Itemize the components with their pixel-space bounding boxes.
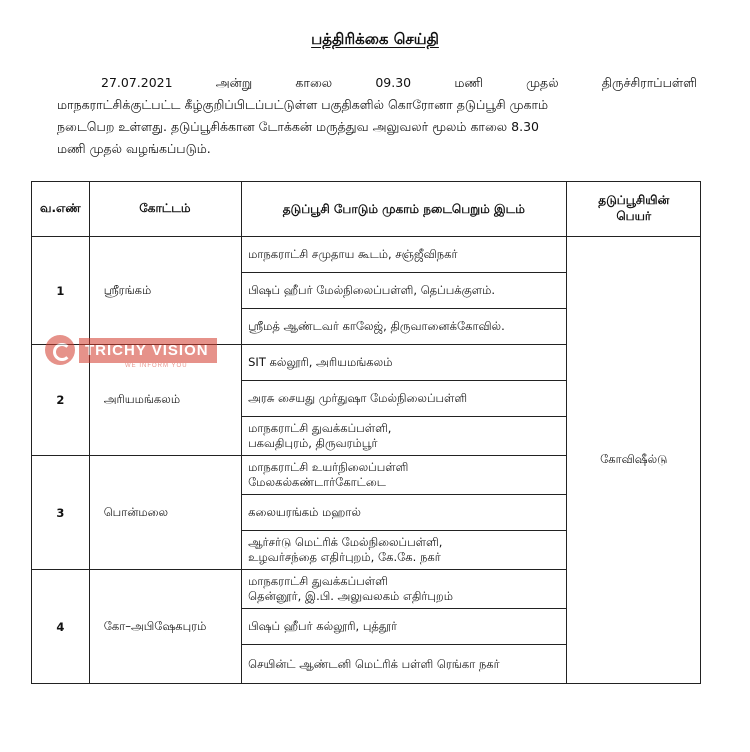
location-line: ஸ்ரீமத் ஆண்டவர் காலேஜ், திருவானைக்கோவில்.: [248, 319, 505, 333]
location-line: மாநகராட்சி துவக்கப்பள்ளி,: [248, 421, 392, 435]
location-line: உழவர்சந்தை எதிர்புறம், கே.கே. நகர்: [248, 550, 441, 564]
intro-word: அன்று: [215, 75, 253, 90]
location-line: கலையரங்கம் மஹால்: [248, 505, 361, 519]
header-division: கோட்டம்: [89, 182, 241, 237]
location-line: தென்னூர், இ.பி. அலுவலகம் எதிர்புறம்: [248, 589, 454, 603]
header-vaccine-line1: தடுப்பூசியின்: [598, 193, 670, 207]
date-text: 27.07.2021: [101, 75, 173, 90]
location-line: மாநகராட்சி துவக்கப்பள்ளி: [248, 574, 388, 588]
location-cell: [242, 417, 567, 456]
intro-word: திருச்சிராப்பள்ளி: [601, 75, 697, 90]
location-line: ஆர்சர்டு மெட்ரிக் மேல்நிலைப்பள்ளி,: [248, 535, 443, 549]
intro-line-4: மணி முதல் வழங்கப்படும்.: [57, 141, 211, 156]
division-cell: பொன்மலை: [89, 456, 241, 570]
table-row: [32, 237, 701, 273]
location-line: பிஷப் ஹீபர் கல்லூரி, புத்தூர்: [248, 619, 398, 633]
header-vaccine-name: [567, 182, 701, 237]
location-cell: [242, 456, 567, 495]
location-cell: [242, 609, 567, 645]
watermark-subtext: WE INFORM YOU: [125, 363, 188, 369]
location-line: அரசு சையது முர்துஷா மேல்நிலைப்பள்ளி: [248, 391, 468, 405]
location-cell: [242, 345, 567, 381]
intro-paragraph: [57, 72, 697, 160]
location-line: மாநகராட்சி உயர்நிலைப்பள்ளி: [248, 460, 409, 474]
location-cell: [242, 531, 567, 570]
location-cell: [242, 273, 567, 309]
location-line: SIT கல்லூரி, அரியமங்கலம்: [248, 355, 393, 369]
serial-no-cell: 2: [32, 345, 90, 456]
location-line: மாநகராட்சி சமுதாய கூடம், சஞ்ஜீவிநகர்: [248, 247, 458, 261]
location-cell: [242, 495, 567, 531]
intro-time: 09.30: [375, 75, 412, 90]
header-serial-no: வ.எண்: [32, 182, 90, 237]
division-cell: அரியமங்கலம்: [89, 345, 241, 456]
intro-word: மணி: [454, 75, 483, 90]
location-cell: [242, 381, 567, 417]
location-line: பிஷப் ஹீபர் மேல்நிலைப்பள்ளி, தெப்பக்குளம்.: [248, 283, 496, 297]
vaccine-name-cell: கோவிஷீல்டு: [567, 237, 701, 684]
header-location: தடுப்பூசி போடும் முகாம் நடைபெறும் இடம்: [242, 182, 567, 237]
location-cell: [242, 645, 567, 684]
intro-word: முதல்: [526, 75, 559, 90]
serial-no-cell: 4: [32, 570, 90, 684]
location-line: பகவதிபுரம், திருவரம்பூர்: [248, 436, 378, 450]
location-cell: [242, 570, 567, 609]
table-header-row: [32, 182, 701, 237]
serial-no-cell: 1: [32, 237, 90, 345]
intro-line-3: நடைபெற உள்ளது. தடுப்பூசிக்கான டோக்கன் மருத்துவ அலுவலர் மூலம் காலை 8.30: [57, 119, 539, 134]
location-cell: [242, 237, 567, 273]
intro-word: காலை: [295, 75, 333, 90]
intro-line-2: மாநகராட்சிக்குட்பட்ட கீழ்குறிப்பிடப்பட்டுள்ள பகுதிகளில் கொரோனா தடுப்பூசி முகாம்: [57, 97, 549, 112]
location-line: மேலகல்கண்டார்கோட்டை: [248, 475, 386, 489]
vaccination-camp-table: [31, 181, 701, 684]
press-release-title: [0, 30, 750, 50]
location-line: செயின்ட் ஆண்டனி மெட்ரிக் பள்ளி ரெங்கா நகர்: [248, 656, 500, 671]
serial-no-cell: 3: [32, 456, 90, 570]
header-vaccine-line2: பெயர்: [616, 209, 652, 223]
location-cell: [242, 309, 567, 345]
title-text: பத்திரிக்கை செய்தி: [311, 30, 439, 48]
intro-line-1: [57, 72, 697, 94]
division-cell: ஸ்ரீரங்கம்: [89, 237, 241, 345]
watermark-text: TRICHY VISION: [79, 338, 217, 363]
division-cell: கோ–அபிஷேகபுரம்: [89, 570, 241, 684]
